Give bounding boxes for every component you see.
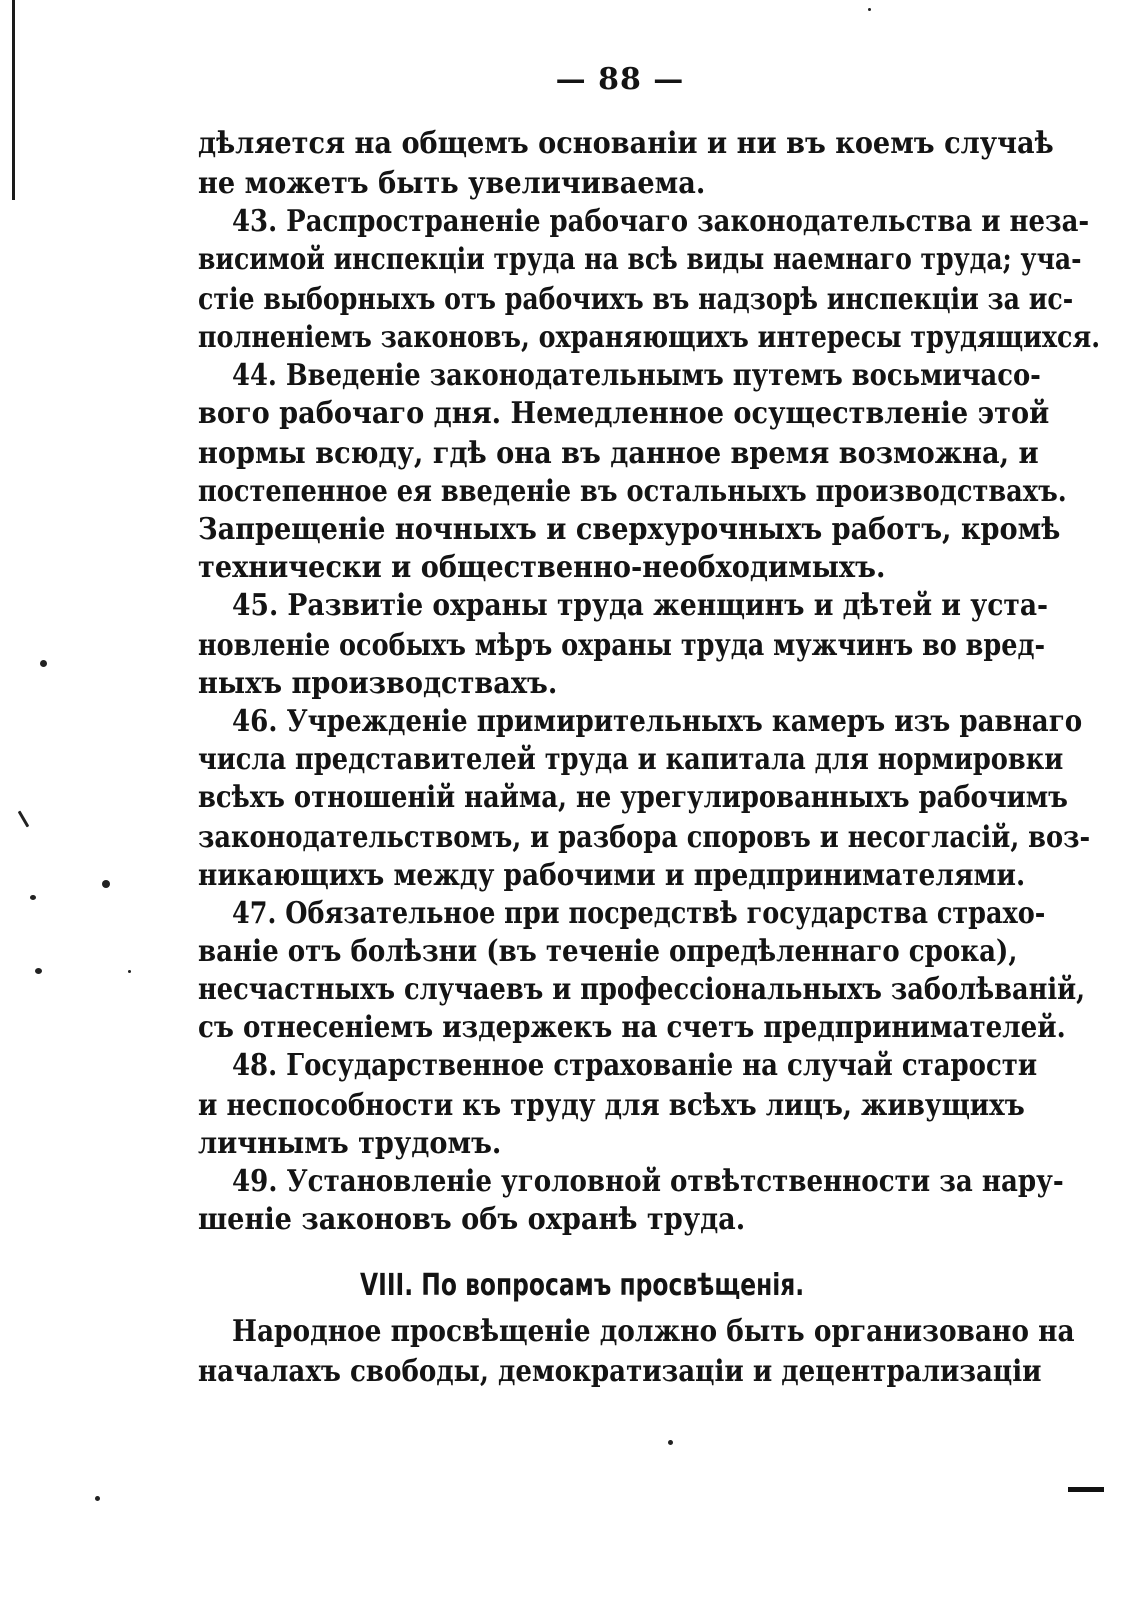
scan-speck	[95, 1496, 100, 1501]
text-line: 44. Введеніе законодательнымъ путемъ восьмичасо-	[232, 358, 1041, 393]
scan-speck	[128, 970, 131, 973]
text-line: не можетъ быть увеличиваема.	[198, 166, 706, 201]
text-line: ваніе отъ болѣзни (въ теченіе опредѣленнаго срока),	[198, 934, 1018, 969]
text-line: 49. Установленіе уголовной отвѣтственности за нару-	[232, 1164, 1064, 1199]
text-line: новленіе особыхъ мѣръ охраны труда мужчинъ во вред-	[198, 628, 1046, 663]
scan-speck	[18, 810, 30, 827]
margin-rule	[12, 0, 15, 200]
page-number: — 88 —	[555, 62, 685, 97]
text-line: шеніе законовъ объ охранѣ труда.	[198, 1202, 746, 1237]
text-line: вого рабочаго дня. Немедленное осуществленіе этой	[198, 396, 1050, 431]
text-line: 48. Государственное страхованіе на случай старости	[232, 1048, 1038, 1083]
text-line: постепенное ея введеніе въ остальныхъ производствахъ.	[198, 474, 1067, 509]
text-line: ныхъ производствахъ.	[198, 666, 558, 701]
text-line: 45. Развитіе охраны труда женщинъ и дѣтей и уста-	[232, 588, 1049, 623]
text-line: висимой инспекціи труда на всѣ виды наемнаго труда; уча-	[198, 242, 1082, 277]
scan-speck	[40, 660, 47, 667]
text-line: личнымъ трудомъ.	[198, 1126, 502, 1161]
text-line: 46. Учрежденіе примирительныхъ камеръ изъ равнаго	[232, 704, 1083, 739]
scan-mark	[1068, 1487, 1104, 1492]
text-line: никающихъ между рабочими и предпринимателями.	[198, 858, 1026, 893]
text-line: дѣляется на общемъ основаніи и ни въ коемъ случаѣ	[198, 126, 1054, 161]
text-line: нормы всюду, гдѣ она въ данное время возможна, и	[198, 436, 1039, 471]
text-line: всѣхъ отношеній найма, не урегулированныхъ рабочимъ	[198, 780, 1068, 815]
text-line: Запрещеніе ночныхъ и сверхурочныхъ работъ, кромѣ	[198, 512, 1061, 547]
scan-speck	[868, 8, 871, 11]
text-line: законодательствомъ, и разбора споровъ и несогласій, воз-	[198, 820, 1091, 855]
text-line: началахъ свободы, демократизаціи и децентрализаціи	[198, 1354, 1042, 1389]
text-line: несчастныхъ случаевъ и профессіональныхъ заболѣваній,	[198, 972, 1086, 1007]
text-line: 43. Распространеніе рабочаго законодательства и неза-	[232, 204, 1090, 239]
text-line: числа представителей труда и капитала для нормировки	[198, 742, 1064, 777]
scan-speck	[30, 895, 36, 900]
text-line: и неспособности къ труду для всѣхъ лицъ, живущихъ	[198, 1088, 1025, 1123]
section-heading: VIII. По вопросамъ просвѣщенія.	[360, 1268, 805, 1303]
scan-speck	[102, 880, 110, 888]
text-line: съ отнесеніемъ издержекъ на счетъ предпринимателей.	[198, 1010, 1066, 1045]
text-line: полненіемъ законовъ, охраняющихъ интересы трудящихся.	[198, 320, 1101, 355]
scan-speck	[35, 968, 42, 974]
text-line: Народное просвѣщеніе должно быть организовано на	[232, 1314, 1075, 1349]
text-line: технически и общественно-необходимыхъ.	[198, 550, 886, 585]
text-line: 47. Обязательное при посредствѣ государства страхо-	[232, 896, 1046, 931]
text-line: стіе выборныхъ отъ рабочихъ въ надзорѣ инспекціи за ис-	[198, 282, 1074, 317]
scan-speck	[668, 1440, 673, 1445]
